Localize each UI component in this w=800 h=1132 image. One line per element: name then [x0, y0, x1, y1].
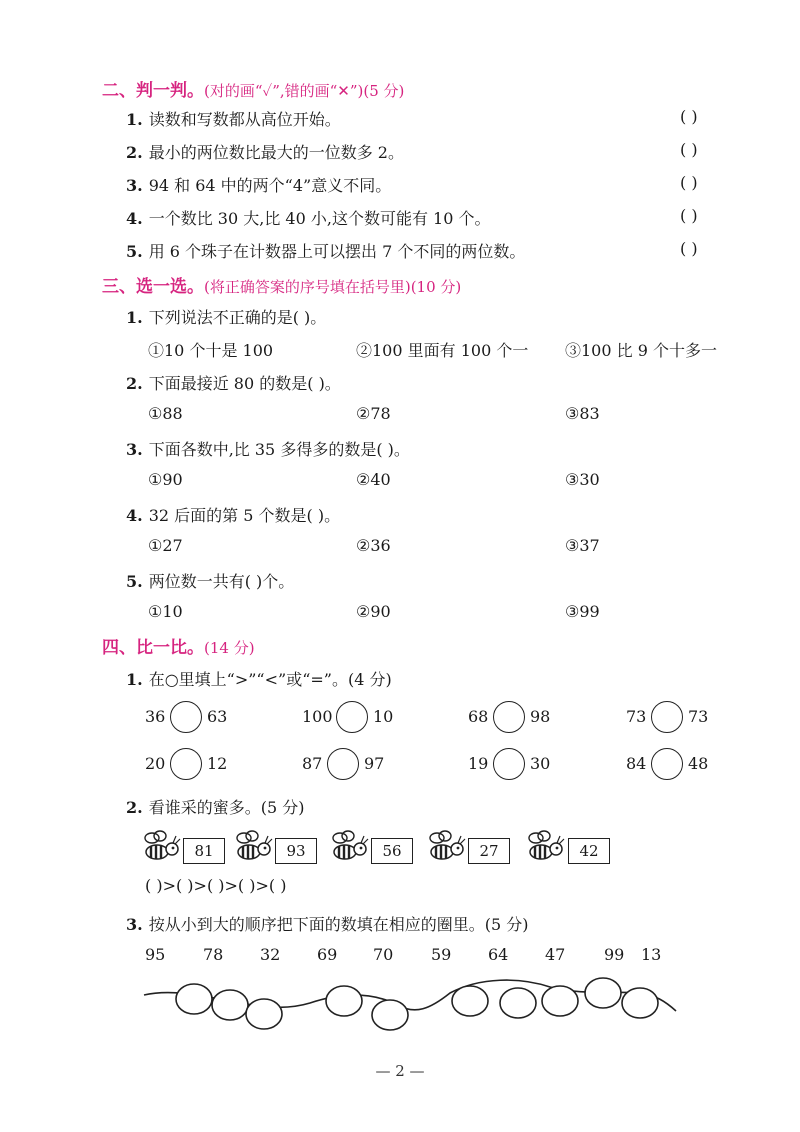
- item-text: 94 和 64 中的两个“4”意义不同。: [148, 176, 392, 195]
- honey-answer-line[interactable]: ( )>( )>( )>( )>( ): [145, 876, 287, 895]
- compare-right: 73: [688, 707, 709, 726]
- item-number: 1.: [126, 670, 143, 689]
- compare-circle[interactable]: [170, 748, 202, 780]
- answer-paren[interactable]: ( ): [680, 140, 698, 159]
- order-number: 32: [260, 945, 281, 964]
- section-4-heading: [102, 633, 255, 658]
- answer-paren[interactable]: ( ): [680, 239, 698, 258]
- compare-question: [126, 667, 392, 690]
- answer-paren[interactable]: ( ): [680, 206, 698, 225]
- compare-right: 10: [373, 707, 394, 726]
- compare-circle[interactable]: [327, 748, 359, 780]
- question-text: 下面各数中,比 35 多得多的数是( )。: [148, 440, 410, 459]
- answer-oval: [622, 988, 658, 1018]
- section-4-note: (14 分): [204, 639, 255, 657]
- bee-icon: [330, 830, 370, 864]
- answer-oval: [326, 986, 362, 1016]
- choice-question: [126, 305, 326, 328]
- honey-box: 42: [568, 838, 610, 864]
- judge-item: [126, 107, 341, 130]
- compare-right: 63: [207, 707, 228, 726]
- order-number: 78: [203, 945, 224, 964]
- item-number: 5.: [126, 572, 143, 591]
- ordering-vine: [140, 965, 680, 1045]
- option-b[interactable]: ②90: [356, 602, 391, 621]
- compare-circle[interactable]: [336, 701, 368, 733]
- question-text: 看谁采的蜜多。(5 分): [148, 798, 305, 817]
- answer-paren[interactable]: ( ): [680, 107, 698, 126]
- page-number: — 2 —: [375, 1062, 425, 1080]
- section-2-heading: [102, 76, 404, 101]
- section-4-title: 四、比一比。: [102, 638, 204, 658]
- item-number: 1.: [126, 110, 143, 129]
- question-text: 在○里填上“>”“<”或“=”。(4 分): [148, 670, 392, 689]
- compare-left: 68: [468, 707, 489, 726]
- order-number: 64: [488, 945, 509, 964]
- honey-box: 93: [275, 838, 317, 864]
- choice-question: [126, 437, 410, 460]
- judge-item: [126, 173, 391, 196]
- answer-oval: [542, 986, 578, 1016]
- answer-oval: [500, 988, 536, 1018]
- compare-circle[interactable]: [170, 701, 202, 733]
- compare-right: 48: [688, 754, 709, 773]
- option-c[interactable]: ③37: [565, 536, 600, 555]
- option-b[interactable]: ②78: [356, 404, 391, 423]
- answer-oval: [212, 990, 248, 1020]
- answer-oval: [372, 1000, 408, 1030]
- order-number: 99: [604, 945, 625, 964]
- item-number: 1.: [126, 308, 143, 327]
- order-number: 13: [641, 945, 662, 964]
- question-text: 两位数一共有( )个。: [148, 572, 295, 591]
- section-3-title: 三、选一选。: [102, 277, 204, 297]
- option-a[interactable]: ①10: [148, 602, 183, 621]
- honey-box: 27: [468, 838, 510, 864]
- question-text: 32 后面的第 5 个数是( )。: [148, 506, 341, 525]
- item-number: 3.: [126, 176, 143, 195]
- item-text: 用 6 个珠子在计数器上可以摆出 7 个不同的两位数。: [148, 242, 526, 261]
- option-c[interactable]: ③100 比 9 个十多一: [565, 341, 717, 360]
- item-number: 4.: [126, 506, 143, 525]
- compare-right: 12: [207, 754, 228, 773]
- option-c[interactable]: ③99: [565, 602, 600, 621]
- question-text: 按从小到大的顺序把下面的数填在相应的圈里。(5 分): [148, 915, 529, 934]
- option-c[interactable]: ③83: [565, 404, 600, 423]
- compare-left: 19: [468, 754, 489, 773]
- bee-icon: [234, 830, 274, 864]
- question-text: 下列说法不正确的是( )。: [148, 308, 327, 327]
- question-text: 下面最接近 80 的数是( )。: [148, 374, 341, 393]
- option-a[interactable]: ①90: [148, 470, 183, 489]
- option-a[interactable]: ①88: [148, 404, 183, 423]
- honey-box: 56: [371, 838, 413, 864]
- option-b[interactable]: ②100 里面有 100 个一: [356, 341, 529, 360]
- item-text: 读数和写数都从高位开始。: [148, 110, 341, 129]
- option-b[interactable]: ②36: [356, 536, 391, 555]
- option-b[interactable]: ②40: [356, 470, 391, 489]
- order-number: 69: [317, 945, 338, 964]
- bee-icon: [142, 830, 182, 864]
- compare-left: 73: [626, 707, 647, 726]
- compare-left: 100: [302, 707, 333, 726]
- item-number: 3.: [126, 915, 143, 934]
- honey-question: [126, 795, 304, 818]
- section-2-note: (对的画“✓”,错的画“✕”)(5 分): [204, 82, 405, 100]
- bee-icon: [526, 830, 566, 864]
- compare-right: 98: [530, 707, 551, 726]
- honey-box: 81: [183, 838, 225, 864]
- section-3-note: (将正确答案的序号填在括号里)(10 分): [204, 278, 462, 296]
- item-text: 一个数比 30 大,比 40 小,这个数可能有 10 个。: [148, 209, 491, 228]
- judge-item: [126, 206, 490, 229]
- choice-question: [126, 569, 294, 592]
- order-number: 95: [145, 945, 166, 964]
- judge-item: [126, 239, 525, 262]
- compare-circle[interactable]: [493, 701, 525, 733]
- answer-oval: [176, 984, 212, 1014]
- section-2-title: 二、判一判。: [102, 81, 204, 101]
- item-number: 2.: [126, 798, 143, 817]
- answer-oval: [585, 978, 621, 1008]
- judge-item: [126, 140, 404, 163]
- bee-icon: [427, 830, 467, 864]
- compare-right: 97: [364, 754, 385, 773]
- order-number: 70: [373, 945, 394, 964]
- compare-circle[interactable]: [651, 701, 683, 733]
- answer-paren[interactable]: ( ): [680, 173, 698, 192]
- item-text: 最小的两位数比最大的一位数多 2。: [148, 143, 404, 162]
- compare-circle[interactable]: [651, 748, 683, 780]
- compare-left: 84: [626, 754, 647, 773]
- item-number: 2.: [126, 143, 143, 162]
- item-number: 2.: [126, 374, 143, 393]
- option-c[interactable]: ③30: [565, 470, 600, 489]
- item-number: 4.: [126, 209, 143, 228]
- choice-question: [126, 371, 341, 394]
- item-number: 3.: [126, 440, 143, 459]
- compare-circle[interactable]: [493, 748, 525, 780]
- compare-left: 20: [145, 754, 166, 773]
- item-number: 5.: [126, 242, 143, 261]
- compare-left: 87: [302, 754, 323, 773]
- answer-oval: [452, 986, 488, 1016]
- order-number: 47: [545, 945, 566, 964]
- choice-question: [126, 503, 340, 526]
- answer-oval: [246, 999, 282, 1029]
- compare-right: 30: [530, 754, 551, 773]
- order-number: 59: [431, 945, 452, 964]
- section-3-heading: [102, 272, 461, 297]
- option-a[interactable]: ①27: [148, 536, 183, 555]
- option-a[interactable]: ①10 个十是 100: [148, 341, 274, 360]
- order-question: [126, 912, 528, 935]
- compare-left: 36: [145, 707, 166, 726]
